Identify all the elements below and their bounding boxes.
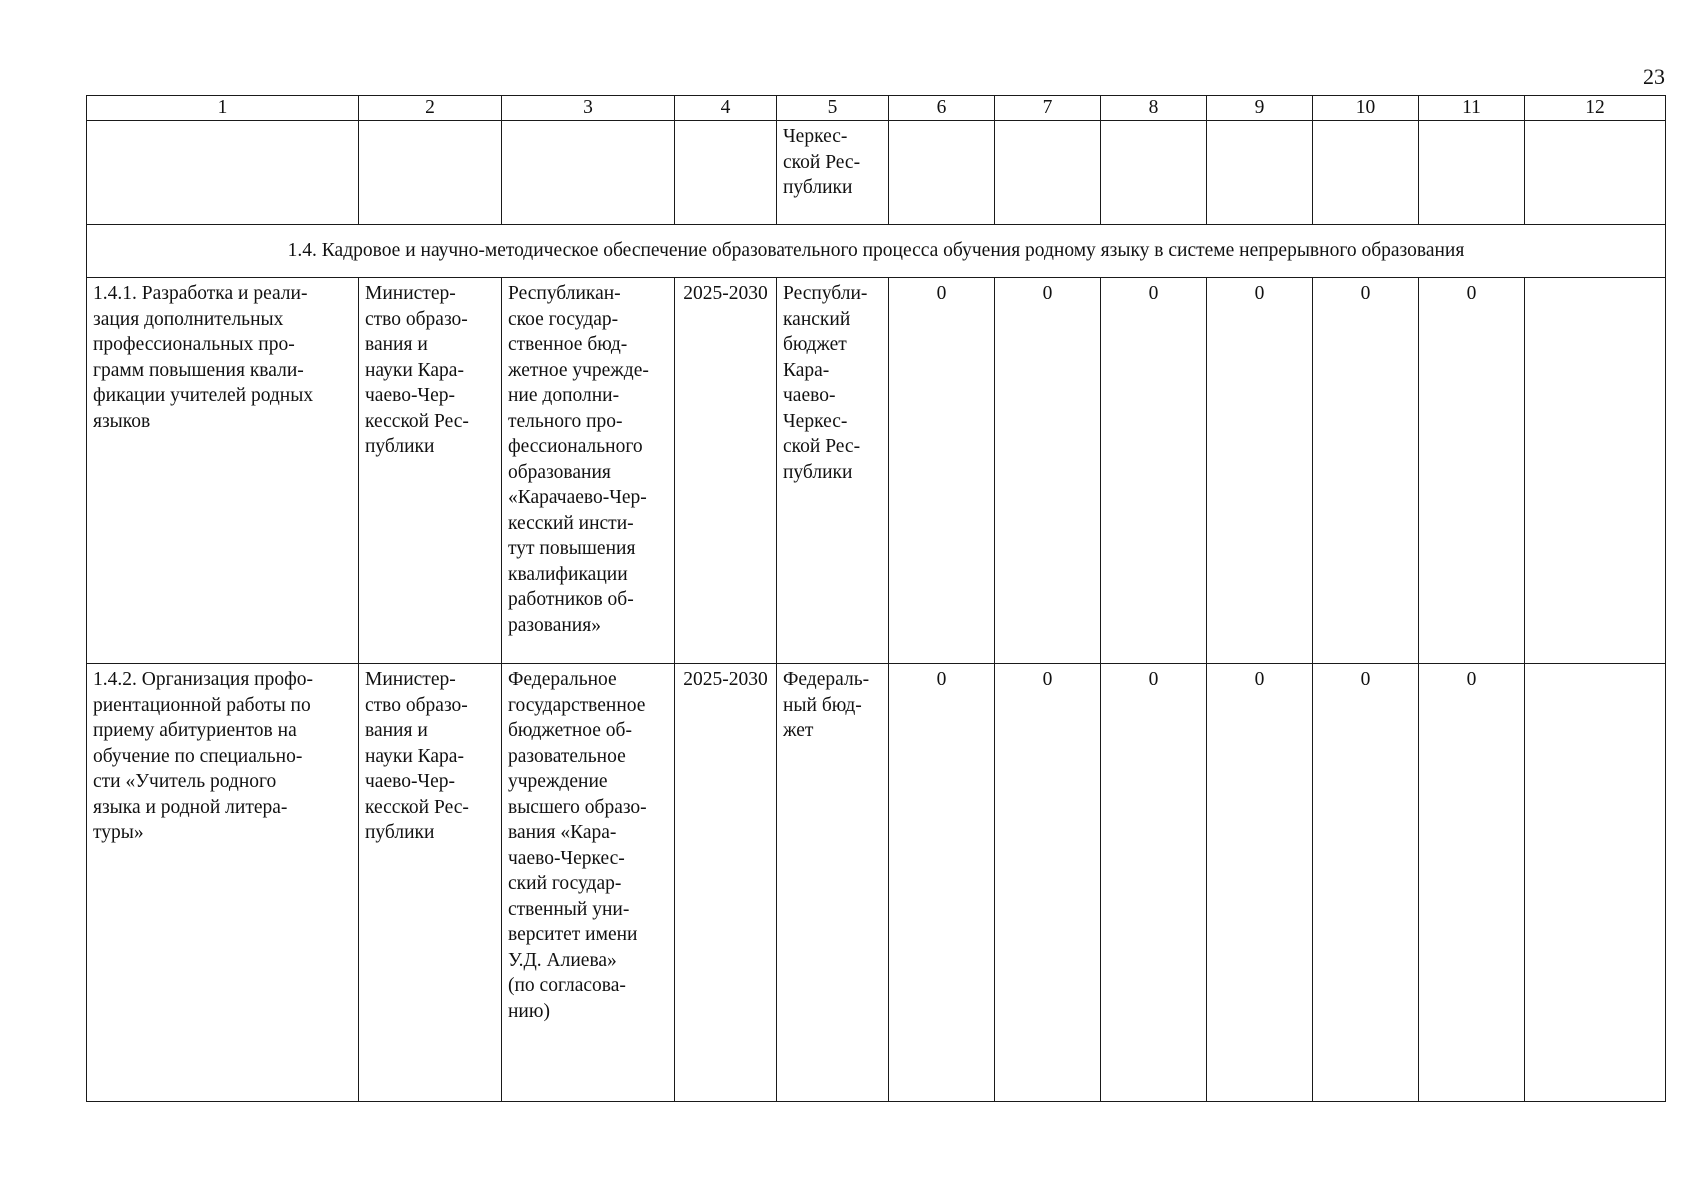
table-row: [87, 278, 1666, 664]
column-number: 12: [1525, 96, 1666, 121]
table-cell: [1525, 278, 1666, 664]
table-cell: [777, 278, 889, 664]
table-cell: [359, 121, 502, 225]
table-cell: [675, 278, 777, 664]
amount: 0: [1042, 283, 1053, 304]
table-cell: [1207, 664, 1313, 1102]
table-cell: [1419, 121, 1525, 225]
amount: 0: [1148, 669, 1159, 690]
table-cell: [1313, 278, 1419, 664]
amount: 0: [936, 283, 947, 304]
funding-source: Республи- канский бюджет Кара- чаево- Черкес- ской Рес- публики: [783, 283, 868, 483]
participant: Республикан- ское государ- ственное бюд- жетное учрежде- ние дополни- тельного про- фессионального образования «Карачаево-Чер- кесский инсти- тут повышения квалификации работников об- разования»: [508, 283, 649, 636]
table-cell: [889, 278, 995, 664]
participant: Федеральное государственное бюджетное об- разовательное учреждение высшего образо- вания «Кара- чаево-Черкес- ский государ- ственный уни- верситет имени У.Д. Алиева» (по согласова- нию): [508, 669, 647, 1022]
column-number: 3: [502, 96, 675, 121]
table-cell: [1101, 121, 1207, 225]
activity-name: 1.4.1. Разработка и реали- зация дополнительных профессиональных про- грамм повышения квали- фикации учителей родных языков: [93, 283, 314, 432]
section-row: [87, 225, 1666, 278]
table-cell: [777, 121, 889, 225]
table-cell: [1207, 278, 1313, 664]
table-cell: [359, 278, 502, 664]
period: 2025-2030: [683, 669, 768, 690]
table-cell: [995, 278, 1101, 664]
column-number: 5: [777, 96, 889, 121]
section-title: 1.4. Кадровое и научно-методическое обеспечение образовательного процесса обучения родному языку в системе непрерывного образования: [87, 225, 1666, 278]
table-cell: [1419, 664, 1525, 1102]
amount: 0: [936, 669, 947, 690]
responsible-executor: Министер- ство образо- вания и науки Кара- чаево-Чер- кесской Рес- публики: [365, 669, 469, 843]
column-number: 2: [359, 96, 502, 121]
table-cell: [1101, 278, 1207, 664]
funding-source: Федераль- ный бюд- жет: [783, 669, 870, 741]
table-cell: [675, 121, 777, 225]
period: 2025-2030: [683, 283, 768, 304]
table-cell: [889, 664, 995, 1102]
activity-name: 1.4.2. Организация профо- риентационной работы по приему абитуриентов на обучение по специально- сти «Учитель родного языка и родной литера- туры»: [93, 669, 313, 843]
table-cell: [1101, 664, 1207, 1102]
table-cell: [359, 664, 502, 1102]
column-number: 6: [889, 96, 995, 121]
table-cell: [87, 664, 359, 1102]
amount: 0: [1148, 283, 1159, 304]
column-number: 7: [995, 96, 1101, 121]
table-cell: [87, 121, 359, 225]
amount: 0: [1360, 669, 1371, 690]
amount: 0: [1466, 669, 1477, 690]
table-cell: [502, 664, 675, 1102]
amount: 0: [1254, 283, 1265, 304]
column-number: 9: [1207, 96, 1313, 121]
table-cell: [1313, 121, 1419, 225]
responsible-executor: Министер- ство образо- вания и науки Кара- чаево-Чер- кесской Рес- публики: [365, 283, 469, 457]
column-number: 11: [1419, 96, 1525, 121]
table-cell: [777, 664, 889, 1102]
table-cell: [1207, 121, 1313, 225]
table-row: [87, 664, 1666, 1102]
program-table: [86, 95, 1666, 1102]
column-number: 10: [1313, 96, 1419, 121]
amount: 0: [1466, 283, 1477, 304]
table-cell: [995, 121, 1101, 225]
table-cell: [1419, 278, 1525, 664]
column-number: 8: [1101, 96, 1207, 121]
table-cell: [889, 121, 995, 225]
table-cell: [1313, 664, 1419, 1102]
continuation-row: [87, 121, 1666, 225]
amount: 0: [1360, 283, 1371, 304]
table-cell: [502, 278, 675, 664]
table-cell: [995, 664, 1101, 1102]
column-number-row: [87, 96, 1666, 121]
table-cell: [87, 278, 359, 664]
column-number: 1: [87, 96, 359, 121]
column-number: 4: [675, 96, 777, 121]
table-cell: [1525, 664, 1666, 1102]
amount: 0: [1254, 669, 1265, 690]
table-cell: [502, 121, 675, 225]
table-cell: [675, 664, 777, 1102]
page-number: 23: [1643, 64, 1665, 89]
funding-source: Черкес- ской Рес- публики: [783, 126, 861, 198]
table-cell: [1525, 121, 1666, 225]
amount: 0: [1042, 669, 1053, 690]
